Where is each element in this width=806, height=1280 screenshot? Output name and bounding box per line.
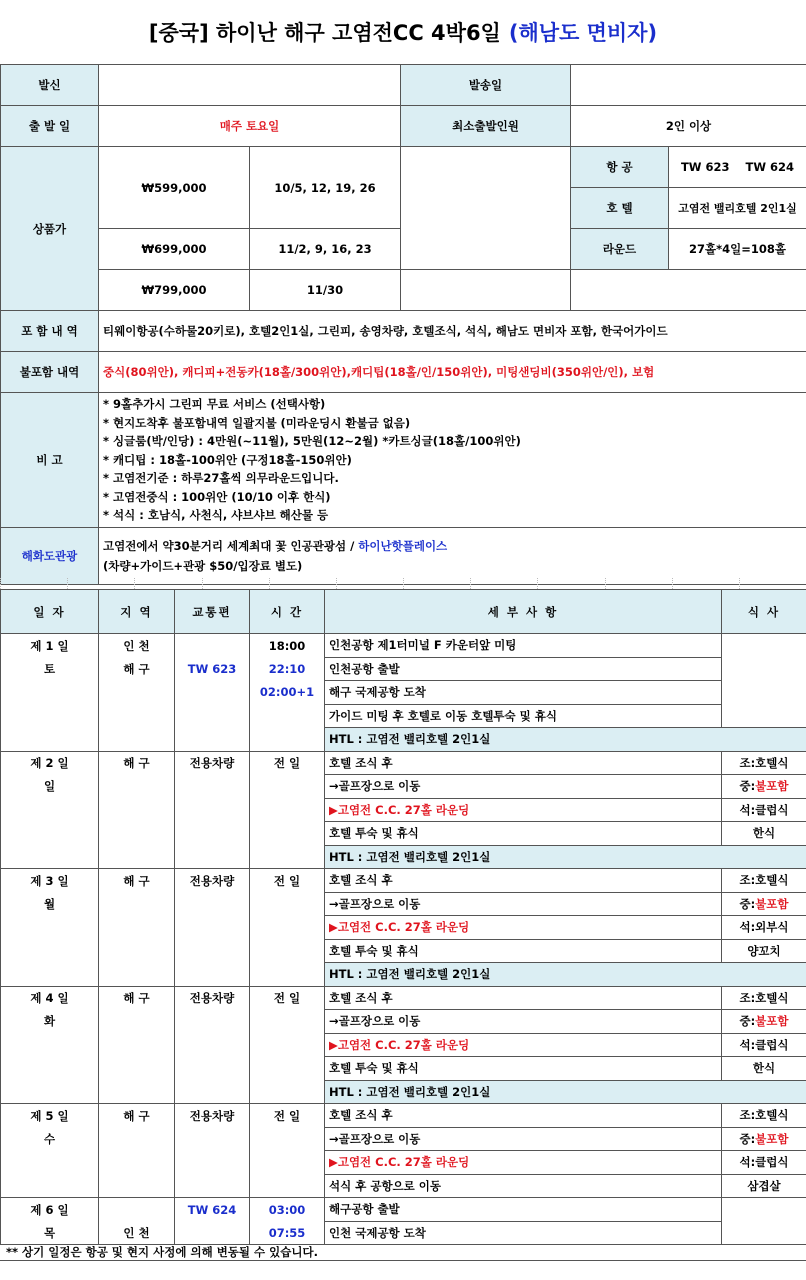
table-row [1, 657, 806, 681]
hotel-row [1, 1080, 806, 1104]
transport-cell: 전용차량 [175, 1104, 250, 1128]
time-cell: 02:00+1 [250, 681, 325, 705]
meal-cell: 양꼬치 [722, 939, 806, 963]
weekday-label: 토 [1, 657, 99, 681]
transport-cell: 전용차량 [175, 751, 250, 775]
transport-cell [175, 1057, 250, 1081]
meal-cell [722, 892, 806, 916]
time-cell: 07:55 [250, 1221, 325, 1245]
table-row [1, 1221, 806, 1245]
blank-cell [401, 270, 571, 311]
price-3: ₩799,000 [99, 270, 250, 311]
region-cell [99, 704, 175, 728]
meal-prefix: 중: [739, 779, 756, 794]
transport-cell [175, 892, 250, 916]
note-item: * 고염전기준 : 하루27홀씩 의무라운드입니다. [103, 471, 339, 485]
itinerary-table [0, 589, 806, 1245]
day-label: 제 1 일 [1, 634, 99, 658]
detail-cell: →골프장으로 이동 [325, 775, 722, 799]
time-cell [250, 1080, 325, 1104]
region-cell: 인 천 [99, 1221, 175, 1245]
table-row [1, 751, 806, 775]
day-cell [1, 1151, 99, 1175]
excluded-value: 중식(80위안), 캐디피+전동카(18홀/300위안),캐디팁(18홀/인/150위안), 미팅샌딩비(350위안/인), 보험 [99, 352, 806, 393]
meal-cell [722, 657, 806, 681]
table-row [1, 986, 806, 1010]
departure-label: 출 발 일 [1, 106, 99, 147]
detail-cell: ▶고염전 C.C. 27홀 라운딩 [325, 1033, 722, 1057]
meal-cell: 한식 [722, 822, 806, 846]
note-item: * 캐디팁 : 18홀-100위안 (구정18홀-150위안) [103, 452, 352, 467]
time-cell [250, 775, 325, 799]
day-cell [1, 1057, 99, 1081]
time-cell: 전 일 [250, 1104, 325, 1128]
day-label: 제 3 일 [1, 869, 99, 893]
meal-cell: 조:호텔식 [722, 986, 806, 1010]
region-cell: 해 구 [99, 751, 175, 775]
detail-cell: 호텔 투숙 및 휴식 [325, 822, 722, 846]
region-cell: 해 구 [99, 1104, 175, 1128]
region-cell [99, 822, 175, 846]
table-row [1, 634, 806, 658]
time-cell [250, 1174, 325, 1198]
meal-cell: 석:클럽식 [722, 1151, 806, 1175]
time-cell: 18:00 [250, 634, 325, 658]
transport-cell [175, 1127, 250, 1151]
region-cell: 해 구 [99, 657, 175, 681]
hotel-row [1, 728, 806, 752]
region-cell: 인 천 [99, 634, 175, 658]
region-cell [99, 1151, 175, 1175]
meal-cell [722, 1127, 806, 1151]
table-row [1, 869, 806, 893]
included-value: 티웨이항공(수하물20키로), 호텔2인1실, 그린피, 송영차량, 호텔조식, 석식, 해남도 면비자 포함, 한국어가이드 [99, 311, 806, 352]
region-cell: 해 구 [99, 869, 175, 893]
region-cell [99, 1033, 175, 1057]
col-day: 일 자 [1, 590, 99, 634]
tour-hotplace-link[interactable]: 하이난핫플레이스 [358, 538, 448, 553]
time-cell [250, 798, 325, 822]
table-row [1, 775, 806, 799]
detail-cell: 인천공항 제1터미널 F 카운터앞 미팅 [325, 634, 722, 658]
note-item: * 싱글룸(박/인당) : 4만원(~11월), 5만원(12~2월) *카트싱글(18홀/100위안) [103, 434, 521, 448]
day-label: 제 2 일 [1, 751, 99, 775]
round-value: 27홀*4일=108홀 [669, 229, 806, 270]
region-cell [99, 939, 175, 963]
flight-value: TW 623 TW 624 [669, 147, 806, 188]
note-item: * 현지도착후 불포함내역 일괄지불 (미라운딩시 환불금 없음) [103, 415, 411, 430]
table-row [1, 704, 806, 728]
meal-prefix: 중: [739, 896, 756, 911]
transport-cell [175, 1033, 250, 1057]
round-label: 라운드 [571, 229, 669, 270]
detail-cell: 석식 후 공항으로 이동 [325, 1174, 722, 1198]
time-cell: 22:10 [250, 657, 325, 681]
excluded-label: 불포함 내역 [1, 352, 99, 393]
detail-cell: →골프장으로 이동 [325, 1127, 722, 1151]
weekday-label: 화 [1, 1010, 99, 1034]
note-item: * 9홀추가시 그린피 무료 서비스 (선택사항) [103, 397, 326, 411]
section-divider [0, 578, 806, 589]
price-1: ₩599,000 [99, 147, 250, 229]
region-cell [99, 1057, 175, 1081]
detail-cell: 호텔 투숙 및 휴식 [325, 939, 722, 963]
time-cell [250, 704, 325, 728]
included-label: 포 함 내 역 [1, 311, 99, 352]
note-item: * 석식 : 호남식, 사천식, 샤브샤브 해산물 등 [103, 508, 329, 522]
table-row [1, 1104, 806, 1128]
transport-cell [175, 822, 250, 846]
region-cell [99, 728, 175, 752]
product-info-table [0, 64, 806, 585]
send-date-label: 발송일 [401, 65, 571, 106]
meal-cell: 석:외부식 [722, 916, 806, 940]
table-row [1, 916, 806, 940]
hotel-value: 고염전 밸리호텔 2인1실 [669, 188, 806, 229]
meal-excluded: 불포함 [755, 896, 789, 911]
meal-cell [722, 1010, 806, 1034]
table-row [1, 1151, 806, 1175]
meal-cell: 조:호텔식 [722, 869, 806, 893]
detail-cell: 해구 국제공항 도착 [325, 681, 722, 705]
transport-cell: 전용차량 [175, 869, 250, 893]
weekday-label: 수 [1, 1127, 99, 1151]
price-blank-cell [401, 147, 571, 270]
detail-cell: ▶고염전 C.C. 27홀 라운딩 [325, 916, 722, 940]
time-cell [250, 845, 325, 869]
region-cell [99, 1198, 175, 1222]
time-cell: 전 일 [250, 751, 325, 775]
day-cell [1, 728, 99, 752]
day-cell [1, 704, 99, 728]
send-date-value [571, 65, 806, 106]
transport-cell [175, 681, 250, 705]
title-text: [중국] 하이난 해구 고염전CC 4박6일 [148, 21, 501, 45]
region-cell: 해 구 [99, 986, 175, 1010]
sender-value [99, 65, 401, 106]
transport-cell [175, 728, 250, 752]
detail-cell: 호텔 투숙 및 휴식 [325, 1057, 722, 1081]
flight-number: TW 623 [175, 657, 250, 681]
hotel-label: 호 텔 [571, 188, 669, 229]
page-title [0, 0, 806, 64]
region-cell [99, 798, 175, 822]
day-cell [1, 939, 99, 963]
time-cell [250, 1033, 325, 1057]
meal-cell: 석:클럽식 [722, 798, 806, 822]
detail-cell: 인천공항 출발 [325, 657, 722, 681]
meal-cell [722, 681, 806, 705]
table-row [1, 798, 806, 822]
meal-excluded: 불포함 [755, 1014, 789, 1029]
table-row [1, 939, 806, 963]
table-row [1, 1127, 806, 1151]
tour-line-2: (차량+가이드+관광 $50/입장료 별도) [103, 558, 303, 573]
hotel-row [1, 845, 806, 869]
meal-cell [722, 1198, 806, 1222]
time-cell [250, 1127, 325, 1151]
time-cell [250, 939, 325, 963]
detail-cell: 가이드 미팅 후 호텔로 이동 호텔투숙 및 휴식 [325, 704, 722, 728]
col-meal: 식 사 [722, 590, 806, 634]
col-details: 세 부 사 항 [325, 590, 722, 634]
price-2: ₩699,000 [99, 229, 250, 270]
title-highlight: (해남도 면비자) [508, 21, 658, 45]
detail-cell: →골프장으로 이동 [325, 1010, 722, 1034]
meal-prefix: 중: [739, 1131, 756, 1146]
meal-cell [722, 704, 806, 728]
table-row [1, 1033, 806, 1057]
transport-cell [175, 845, 250, 869]
region-cell [99, 916, 175, 940]
weekday-label: 일 [1, 775, 99, 799]
meal-cell [722, 1221, 806, 1245]
day-cell [1, 1033, 99, 1057]
day-cell [1, 822, 99, 846]
hotel-info: HTL : 고염전 밸리호텔 2인1실 [325, 963, 806, 987]
time-cell [250, 1057, 325, 1081]
flight-label: 항 공 [571, 147, 669, 188]
day-cell [1, 845, 99, 869]
tour-label: 해화도관광 [1, 527, 99, 584]
day-cell [1, 963, 99, 987]
transport-cell [175, 963, 250, 987]
meal-cell: 한식 [722, 1057, 806, 1081]
time-cell: 03:00 [250, 1198, 325, 1222]
meal-cell [722, 775, 806, 799]
day-cell [1, 916, 99, 940]
price-label: 상품가 [1, 147, 99, 311]
region-cell [99, 1127, 175, 1151]
time-cell [250, 916, 325, 940]
sender-label: 발신 [1, 65, 99, 106]
tour-value [99, 527, 806, 584]
meal-cell: 조:호텔식 [722, 1104, 806, 1128]
day-cell [1, 681, 99, 705]
region-cell [99, 963, 175, 987]
col-time: 시 간 [250, 590, 325, 634]
min-people-label: 최소출발인원 [401, 106, 571, 147]
region-cell [99, 892, 175, 916]
table-row [1, 1174, 806, 1198]
blank-cell [571, 270, 806, 311]
meal-cell: 석:클럽식 [722, 1033, 806, 1057]
table-row [1, 1057, 806, 1081]
time-cell: 전 일 [250, 986, 325, 1010]
transport-cell [175, 1174, 250, 1198]
region-cell [99, 1080, 175, 1104]
note-item: * 고염전중식 : 100위안 (10/10 이후 한식) [103, 489, 331, 504]
day-label: 제 4 일 [1, 986, 99, 1010]
time-cell [250, 728, 325, 752]
hotel-info: HTL : 고염전 밸리호텔 2인1실 [325, 728, 806, 752]
col-transport: 교통편 [175, 590, 250, 634]
price-1-dates: 10/5, 12, 19, 26 [250, 147, 401, 229]
transport-cell [175, 634, 250, 658]
meal-excluded: 불포함 [755, 1131, 789, 1146]
transport-cell [175, 704, 250, 728]
meal-cell: 삼겹살 [722, 1174, 806, 1198]
table-row [1, 1010, 806, 1034]
region-cell [99, 1010, 175, 1034]
notes-label: 비 고 [1, 393, 99, 528]
hotel-info: HTL : 고염전 밸리호텔 2인1실 [325, 845, 806, 869]
departure-value: 매주 토요일 [99, 106, 401, 147]
meal-prefix: 중: [739, 1014, 756, 1029]
price-2-dates: 11/2, 9, 16, 23 [250, 229, 401, 270]
notes-list [99, 393, 806, 528]
col-region: 지 역 [99, 590, 175, 634]
weekday-label: 목 [1, 1221, 99, 1245]
time-cell [250, 1151, 325, 1175]
meal-cell [722, 634, 806, 658]
table-row [1, 1198, 806, 1222]
meal-excluded: 불포함 [755, 779, 789, 794]
table-row [1, 892, 806, 916]
detail-cell: 호텔 조식 후 [325, 869, 722, 893]
flight-number: TW 624 [175, 1198, 250, 1222]
transport-cell [175, 1080, 250, 1104]
time-cell: 전 일 [250, 869, 325, 893]
day-cell [1, 1174, 99, 1198]
detail-cell: 호텔 조식 후 [325, 986, 722, 1010]
time-cell [250, 1010, 325, 1034]
detail-cell: 호텔 조식 후 [325, 751, 722, 775]
detail-cell: ▶고염전 C.C. 27홀 라운딩 [325, 1151, 722, 1175]
detail-cell: →골프장으로 이동 [325, 892, 722, 916]
region-cell [99, 845, 175, 869]
region-cell [99, 681, 175, 705]
table-row [1, 822, 806, 846]
day-cell [1, 798, 99, 822]
time-cell [250, 892, 325, 916]
transport-cell [175, 916, 250, 940]
transport-cell: 전용차량 [175, 986, 250, 1010]
transport-cell [175, 939, 250, 963]
detail-cell: 인천 국제공항 도착 [325, 1221, 722, 1245]
detail-cell: ▶고염전 C.C. 27홀 라운딩 [325, 798, 722, 822]
transport-cell [175, 775, 250, 799]
time-cell [250, 963, 325, 987]
meal-cell: 조:호텔식 [722, 751, 806, 775]
region-cell [99, 775, 175, 799]
min-people-value: 2인 이상 [571, 106, 806, 147]
tour-line-1: 고염전에서 약30분거리 세계최대 꽃 인공관광섬 / [103, 538, 359, 553]
transport-cell [175, 1010, 250, 1034]
table-row [1, 681, 806, 705]
day-label: 제 5 일 [1, 1104, 99, 1128]
day-cell [1, 1080, 99, 1104]
hotel-row [1, 963, 806, 987]
footer-note: ** 상기 일정은 항공 및 현지 사정에 의해 변동될 수 있습니다. [0, 1243, 806, 1261]
region-cell [99, 1174, 175, 1198]
time-cell [250, 822, 325, 846]
transport-cell [175, 1221, 250, 1245]
price-3-dates: 11/30 [250, 270, 401, 311]
detail-cell: 호텔 조식 후 [325, 1104, 722, 1128]
detail-cell: 해구공항 출발 [325, 1198, 722, 1222]
hotel-info: HTL : 고염전 밸리호텔 2인1실 [325, 1080, 806, 1104]
transport-cell [175, 1151, 250, 1175]
transport-cell [175, 798, 250, 822]
day-label: 제 6 일 [1, 1198, 99, 1222]
weekday-label: 월 [1, 892, 99, 916]
